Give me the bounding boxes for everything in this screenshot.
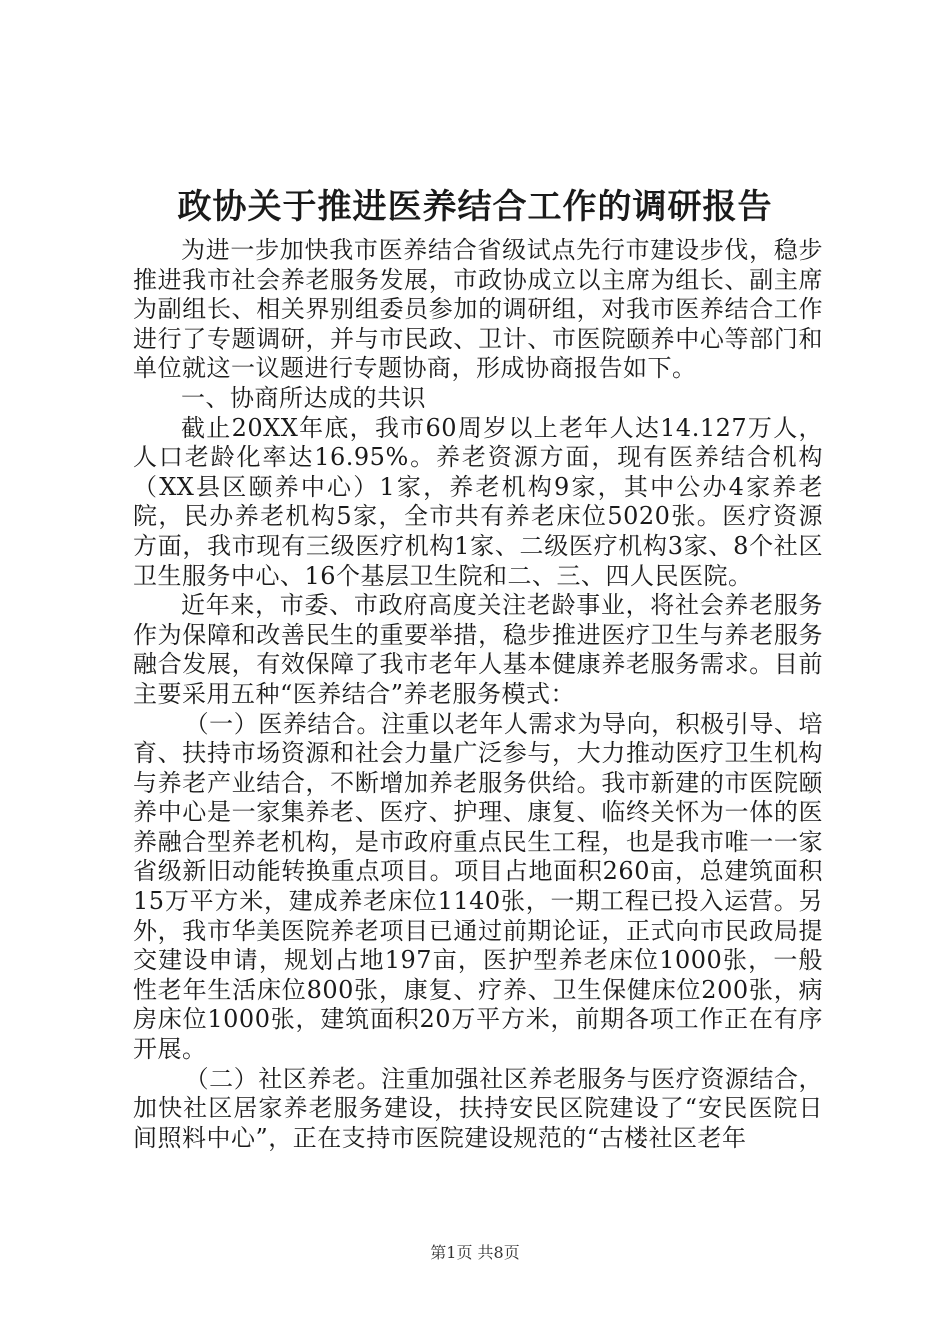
paragraph-mode-1: （一）医养结合。注重以老年人需求为导向，积极引导、培育、扶持市场资源和社会力量广泛参与，大力推动医疗卫生机构与养老产业结合，不断增加养老服务供给。我市新建的市医院颐养中心是一家集养老、医疗、护理、康复、临终关怀为一体的医养融合型养老机构，是市政府重点民生工程，也是我市唯一一家省级新旧动能转换重点项目。项目占地面积260亩，总建筑面积15万平方米，建成养老床位1140张，一期工程已投入运营。另外，我市华美医院养老项目已通过前期论证，正式向市民政局提交建设申请，规划占地197亩，医护型养老床位1000张，一般性老年生活床位800张，康复、疗养、卫生保健床位200张，病房床位1000张，建筑面积20万平方米，前期各项工作正在有序开展。 xyxy=(133,709,823,1064)
paragraph-intro: 为进一步加快我市医养结合省级试点先行市建设步伐，稳步推进我市社会养老服务发展，市政协成立以主席为组长、副主席为副组长、相关界别组委员参加的调研组，对我市医养结合工作进行了专题调研，并与市民政、卫计、市医院颐养中心等部门和单位就这一议题进行专题协商，形成协商报告如下。 xyxy=(133,236,823,383)
document-title: 政协关于推进医养结合工作的调研报告 xyxy=(177,187,773,227)
section-heading: 一、协商所达成的共识 xyxy=(181,383,426,412)
page-footer: 第1页 共8页 xyxy=(430,1243,520,1262)
paragraph-overview: 近年来，市委、市政府高度关注老龄事业，将社会养老服务作为保障和改善民生的重要举措，稳步推进医疗卫生与养老服务融合发展，有效保障了我市老年人基本健康养老服务需求。目前主要采用五种“医养结合”养老服务模式： xyxy=(133,591,823,708)
paragraph-statistics: 截止20XX年底，我市60周岁以上老年人达14.127万人，人口老龄化率达16.95%。养老资源方面，现有医养结合机构（XX县区颐养中心）1家，养老机构9家，其中公办4家养老院，民办养老机构5家，全市共有养老床位5020张。医疗资源方面，我市现有三级医疗机构1家、二级医疗机构3家、8个社区卫生服务中心、16个基层卫生院和二、三、四人民医院。 xyxy=(133,413,823,590)
paragraph-mode-2: （二）社区养老。注重加强社区养老服务与医疗资源结合，加快社区居家养老服务建设，扶持安民区院建设了“安民医院日间照料中心”，正在支持市医院建设规范的“古楼社区老年 xyxy=(133,1064,823,1152)
document-body xyxy=(133,236,823,1153)
